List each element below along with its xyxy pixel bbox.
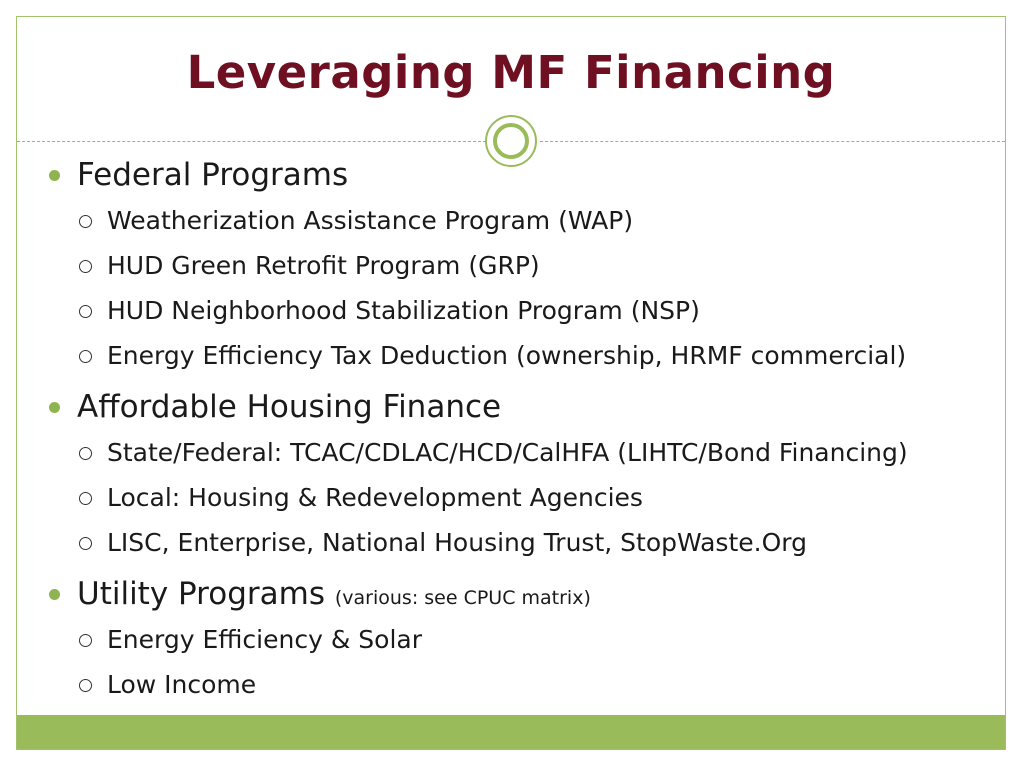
hollow-bullet-icon <box>79 305 92 318</box>
list-item <box>45 520 995 565</box>
section-heading-note: (various: see CPUC matrix) <box>334 587 591 609</box>
title-divider-right <box>540 141 1005 142</box>
list-item-text: Energy Efficiency Tax Deduction (ownership, HRMF commercial) <box>107 341 907 370</box>
section-heading-text: Affordable Housing Finance <box>77 389 502 425</box>
title-divider-left <box>17 141 486 142</box>
slide-title: Leveraging MF Financing <box>186 46 836 99</box>
footer-bar <box>17 715 1005 749</box>
list-item <box>45 288 995 333</box>
hollow-bullet-icon <box>79 260 92 273</box>
list-item <box>45 430 995 475</box>
list-item <box>45 198 995 243</box>
list-item-text: HUD Neighborhood Stabilization Program (NSP) <box>107 296 700 325</box>
list-item-text: State/Federal: TCAC/CDLAC/HCD/CalHFA (LIHTC/Bond Financing) <box>107 438 908 467</box>
list-item-text: Weatherization Assistance Program (WAP) <box>107 206 634 235</box>
hollow-bullet-icon <box>79 537 92 550</box>
section-heading-text: Federal Programs <box>77 157 349 193</box>
list-item-text: Local: Housing & Redevelopment Agencies <box>107 483 643 512</box>
list-item-text: Low Income <box>107 670 257 699</box>
hollow-bullet-icon <box>79 215 92 228</box>
hollow-bullet-icon <box>79 447 92 460</box>
hollow-bullet-icon <box>79 679 92 692</box>
section-heading-utility-programs <box>45 571 995 617</box>
filled-bullet-icon <box>49 589 60 600</box>
bullet-list <box>45 152 995 707</box>
list-item-text: Energy Efficiency & Solar <box>107 625 422 654</box>
hollow-bullet-icon <box>79 492 92 505</box>
list-item <box>45 617 995 662</box>
section-heading-text: Utility Programs <box>77 576 325 612</box>
list-item <box>45 662 995 707</box>
list-item <box>45 475 995 520</box>
list-item-text: HUD Green Retrofit Program (GRP) <box>107 251 540 280</box>
hollow-bullet-icon <box>79 634 92 647</box>
section-heading-affordable-housing-finance <box>45 384 995 430</box>
list-item <box>45 333 995 378</box>
list-item <box>45 243 995 288</box>
section-heading-federal-programs <box>45 152 995 198</box>
list-item-text: LISC, Enterprise, National Housing Trust, StopWaste.Org <box>107 528 807 557</box>
filled-bullet-icon <box>49 170 60 181</box>
filled-bullet-icon <box>49 402 60 413</box>
hollow-bullet-icon <box>79 350 92 363</box>
